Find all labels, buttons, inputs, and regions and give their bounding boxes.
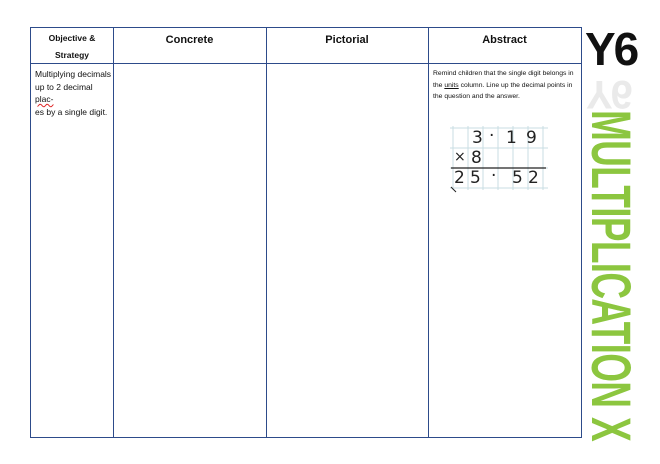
result-digit-4: 2 — [528, 168, 539, 188]
digit-top-3: 9 — [526, 128, 537, 148]
abstract-note — [433, 68, 579, 103]
digit-top-1: 3 — [472, 128, 483, 148]
result-digit-3: 5 — [512, 168, 523, 188]
year-heading: Y6 — [585, 23, 638, 75]
header-concrete: Concrete — [165, 34, 214, 46]
column-divider — [266, 28, 267, 437]
abstract-note-part2: column. Line up the decimal points in the question and the answer. — [433, 81, 573, 100]
strategy-table — [30, 27, 582, 438]
header-pictorial: Pictorial — [325, 34, 369, 46]
abstract-note-part1: Remind children that the single digit belongs in the — [433, 70, 574, 89]
column-divider — [113, 28, 114, 437]
result-digit-1: 2 — [454, 168, 465, 188]
year-heading-reflection: Y6 — [586, 72, 631, 116]
objective-line1: Multiplying decimals — [35, 69, 112, 79]
decimal-point-result: · — [491, 166, 497, 186]
multiplier-digit: 8 — [471, 148, 482, 168]
header-objective-line2: Strategy — [54, 50, 89, 60]
digit-top-2: 1 — [506, 128, 517, 148]
header-abstract: Abstract — [482, 34, 527, 46]
objective-text — [35, 68, 113, 118]
subject-banner — [580, 110, 643, 441]
multiply-sign: × — [454, 149, 466, 165]
column-divider — [428, 28, 429, 437]
header-objective-line1: Objective & — [48, 33, 96, 43]
subject-title: MULTIPLICATION X — [580, 110, 643, 441]
header-objective — [31, 28, 113, 66]
objective-line3: es by a single digit. — [35, 106, 108, 117]
decimal-point-top: · — [489, 126, 495, 146]
handwritten-calculation — [448, 124, 558, 196]
objective-line2: up to 2 decimal — [35, 81, 93, 92]
result-digit-2: 5 — [470, 168, 481, 188]
abstract-note-units: units — [444, 81, 459, 89]
objective-misspelt-word: plac- — [35, 94, 54, 104]
